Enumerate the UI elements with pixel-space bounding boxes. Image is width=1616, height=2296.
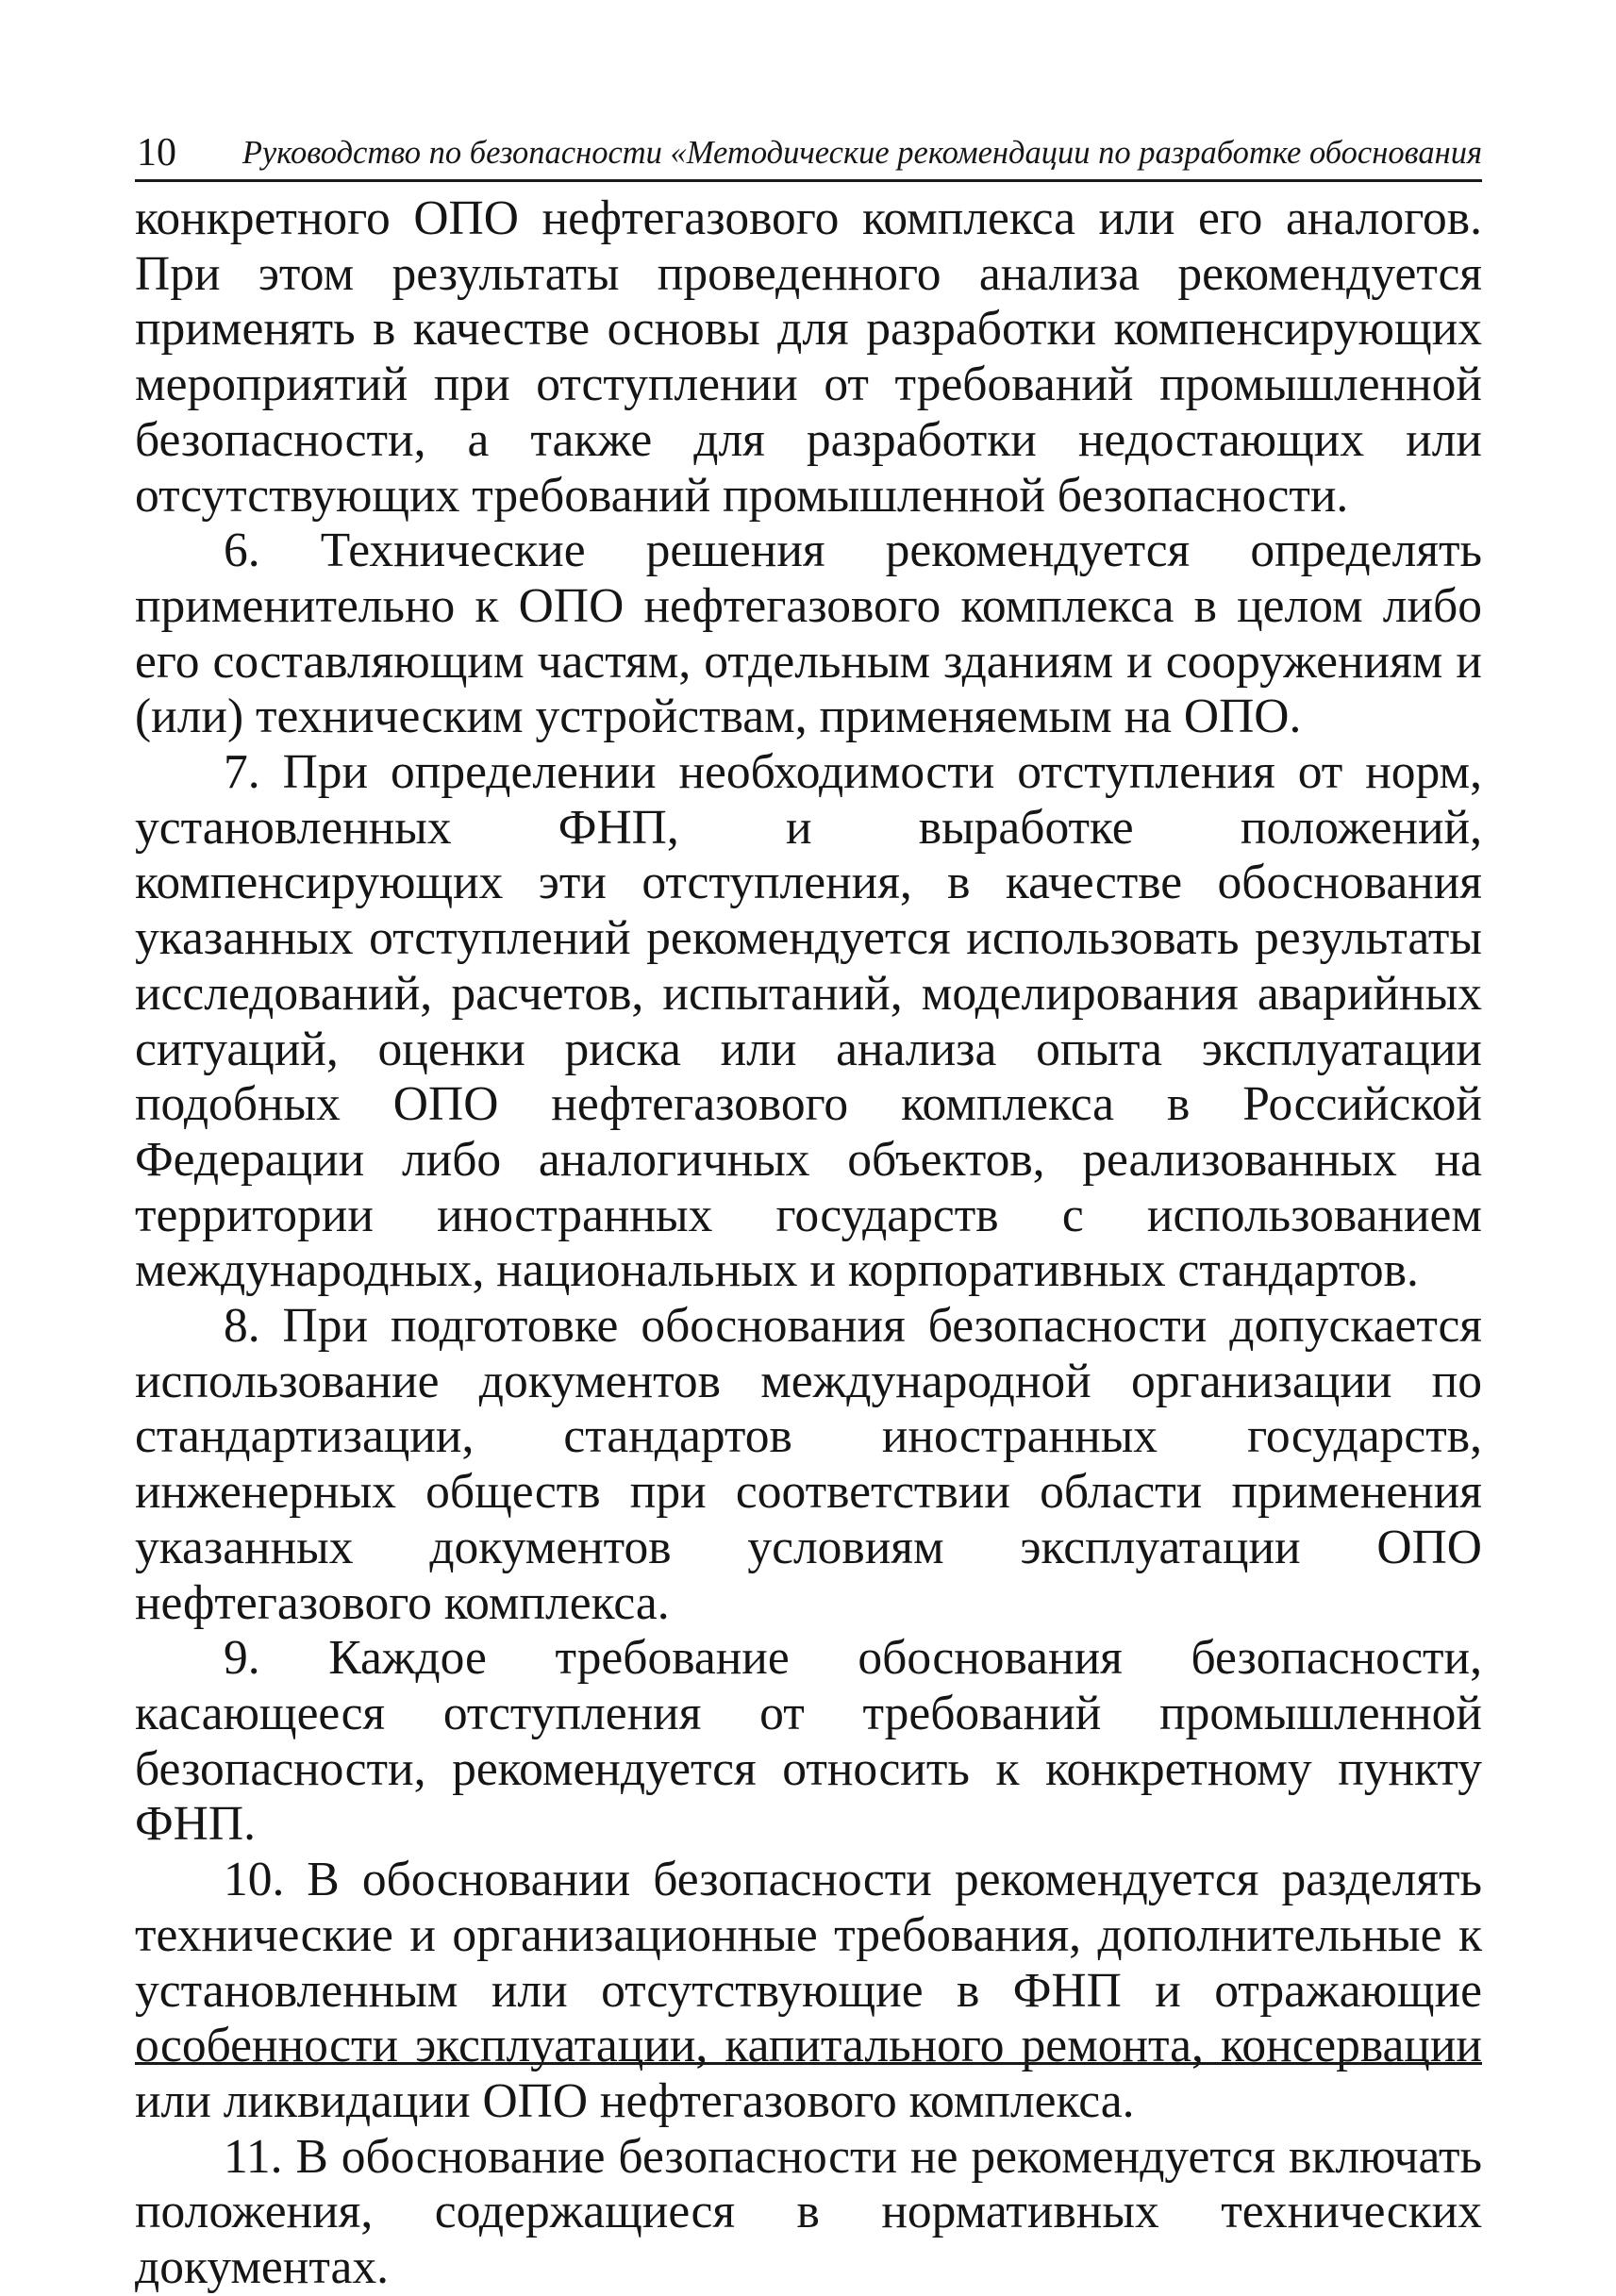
paragraph-item-8: 8. При подготовке обоснования безопасности допускается использование документов международной организации по стандартизации, стандартов иностранных государств, инженерных обществ при соответствии области применения указанных документов условиям эксплуатации ОПО нефтегазового комплекса.	[135, 1299, 1482, 1630]
running-title: Руководство по безопасности «Методические рекомендации по разработке обоснования	[242, 135, 1482, 171]
running-header	[135, 128, 1482, 182]
paragraph-item-10: 10. В обосновании безопасности рекомендуется разделять технические и организационные требования, дополнительные к установленным или отсутствующие в ФНП и отражающие особенности эксплуатации, капитального ремонта, консервации или ликвидации ОПО нефтегазового комплекса.	[135, 1853, 1482, 2128]
page-number: 10	[137, 131, 176, 175]
paragraph-item-7: 7. При определении необходимости отступления от норм, установленных ФНП, и выработке положений, компенсирующих эти отступления, в качестве обоснования указанных отступлений рекомендуется использовать результаты исследований, расчетов, испытаний, моделирования аварийных ситуаций, оценки риска или анализа опыта эксплуатации подобных ОПО нефтегазового комплекса в Российской Федерации либо аналогичных объектов, реализованных на территории иностранных государств с использованием международных, национальных и корпоративных стандартов.	[135, 745, 1482, 1298]
paragraph-item-11: 11. В обоснование безопасности не рекомендуется включать положения, содержащиеся в нормативных технических документах.	[135, 2129, 1482, 2295]
page-body	[135, 191, 1482, 2296]
paragraph-continuation: конкретного ОПО нефтегазового комплекса или его аналогов. При этом результаты проведенного анализа рекомендуется применять в качестве основы для разработки компенсирующих мероприятий при отступлении от требований промышленной безопасности, а также для разработки недостающих или отсутствующих требований промышленной безопасности.	[135, 191, 1482, 523]
paragraph-item-9: 9. Каждое требование обоснования безопасности, касающееся отступления от требований промышленной безопасности, рекомендуется относить к конкретному пункту ФНП.	[135, 1631, 1482, 1852]
bottom-divider	[135, 2062, 1482, 2065]
paragraph-item-6: 6. Технические решения рекомендуется определять применительно к ОПО нефтегазового комплекса в целом либо его составляющим частям, отдельным зданиям и сооружениям и (или) техническим устройствам, применяемым на ОПО.	[135, 524, 1482, 744]
